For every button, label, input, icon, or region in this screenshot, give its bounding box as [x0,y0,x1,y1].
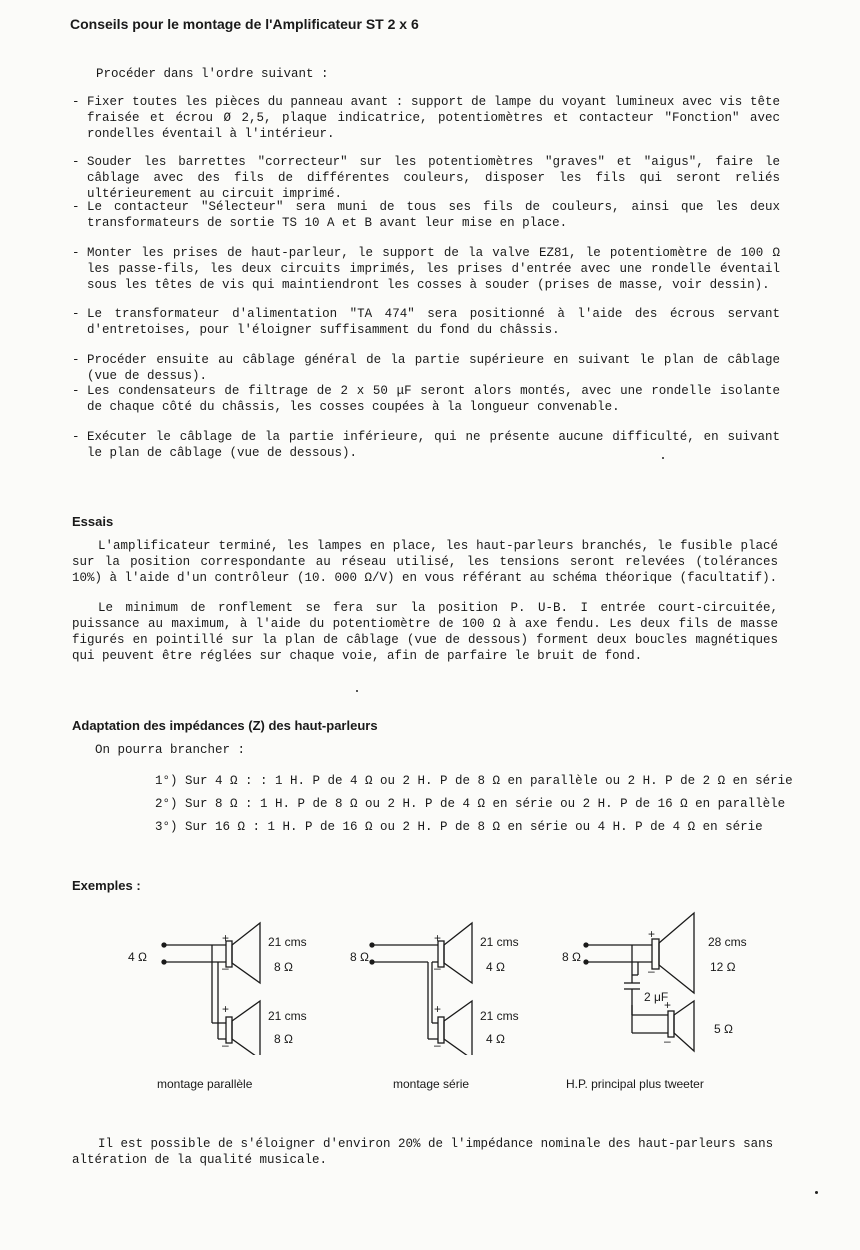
diagram-caption: montage parallèle [157,1077,253,1091]
step-text: Le transformateur d'alimentation "TA 474" sera positionné à l'aide des écrous servant d'entretoises, pour l'éloigner suffisamment du fond du châssis. [87,307,780,337]
speaker-impedance: 5 Ω [714,1022,733,1036]
minus-sign: – [648,964,655,978]
input-impedance-label: 4 Ω [128,950,147,964]
plus-sign: + [222,931,230,945]
speaker-size: 28 cms [708,935,747,949]
diagram-tweeter [562,913,747,1051]
step-text: Procéder ensuite au câblage général de la partie supérieure en suivant le plan de câblage (vue de dessus). [87,353,780,383]
scan-speck [356,690,358,692]
list-item: - Les condensateurs de filtrage de 2 x 50 μF seront alors montés, avec une rondelle isolante de chaque côté du châssis, les cosses coupées à la longueur convenable. [72,384,780,414]
plus-sign: + [434,931,442,945]
adaptation-line: 2°) Sur 8 Ω : 1 H. P de 8 Ω ou 2 H. P de 4 Ω en série ou 2 H. P de 16 Ω en parallèle [155,797,786,811]
speaker-size: 21 cms [268,935,307,949]
diagram-caption: H.P. principal plus tweeter [566,1077,704,1091]
page-title: Conseils pour le montage de l'Amplificateur ST 2 x 6 [70,16,419,32]
intro-text: Procéder dans l'ordre suivant : [96,67,329,81]
step-text: Fixer toutes les pièces du panneau avant : support de lampe du voyant lumineux avec vis tête fraisée et écrou Ø 2,5, plaque indicatrice, potentiomètres et contacteur "Fonction" avec rondelles éventail à l'intérieur. [87,95,780,141]
wiring-diagrams [110,905,790,1055]
speaker-impedance: 4 Ω [486,960,505,974]
adaptation-line: 3°) Sur 16 Ω : 1 H. P de 16 Ω ou 2 H. P de 8 Ω en série ou 4 H. P de 4 Ω en série [155,820,763,834]
minus-sign: – [664,1034,671,1048]
scan-speck [662,457,664,459]
speaker-impedance: 12 Ω [710,960,736,974]
exemples-heading: Exemples : [72,878,141,893]
plus-sign: + [664,998,672,1012]
scan-speck [815,1191,818,1194]
step-text: Monter les prises de haut-parleur, le support de la valve EZ81, le potentiomètre de 100 Ω les passe-fils, les deux circuits imprimés, les prises d'entrée avec une rondelle éventail sous les têtes de vis qui maintiendront les cosses à souder (prises de masse, voir dessin). [87,246,780,292]
minus-sign: – [434,1038,441,1052]
adaptation-lead: On pourra brancher : [95,743,246,757]
plus-sign: + [434,1002,442,1016]
speaker-impedance: 4 Ω [486,1032,505,1046]
list-item: - Exécuter le câblage de la partie inférieure, qui ne présente aucune difficulté, en suivant le plan de câblage (vue de dessous). [72,430,780,460]
step-text: Souder les barrettes "correcteur" sur les potentiomètres "graves" et "aigus", faire le câblage avec des fils de différentes couleurs, disposer les fils qui seront reliés ultérieurement au circuit imprimé. [87,155,780,201]
list-item: - Le contacteur "Sélecteur" sera muni de tous ses fils de couleurs, ainsi que les deux transformateurs de sortie TS 10 A et B avant leur mise en place. [72,200,780,230]
diagram-caption: montage série [393,1077,470,1091]
minus-sign: – [222,1038,229,1052]
minus-sign: – [222,961,229,975]
input-impedance-label: 8 Ω [350,950,369,964]
plus-sign: + [222,1002,230,1016]
speaker-size: 21 cms [480,935,519,949]
capacitor-label: 2 μF [644,990,669,1004]
adaptation-heading: Adaptation des impédances (Z) des haut-parleurs [72,718,378,733]
speaker-size: 21 cms [480,1009,519,1023]
diagram-series [350,923,519,1055]
diagram-parallel [128,923,307,1055]
list-item: - Fixer toutes les pièces du panneau avant : support de lampe du voyant lumineux avec vis tête fraisée et écrou Ø 2,5, plaque indicatrice, potentiomètres et contacteur "Fonction" avec rondelles éventail à l'intérieur. [72,95,780,141]
essais-paragraph-2: Le minimum de ronflement se fera sur la position P. U-B. I entrée court-circuitée, puissance au maximum, à l'aide du potentiomètre de 100 Ω à axe fendu. Les deux fils de masse figurés en pointillé sur la plan de câblage (vue de dessous) forment deux boucles magnétiques qui peuvent être réglées sur chaque voie, afin de parfaire le bruit de fond. [72,601,778,663]
essais-heading: Essais [72,514,114,529]
input-impedance-label: 8 Ω [562,950,581,964]
step-text: Exécuter le câblage de la partie inférieure, qui ne présente aucune difficulté, en suivant le plan de câblage (vue de dessous). [87,430,780,460]
step-text: Le contacteur "Sélecteur" sera muni de tous ses fils de couleurs, ainsi que les deux transformateurs de sortie TS 10 A et B avant leur mise en place. [87,200,780,230]
list-item: - Souder les barrettes "correcteur" sur les potentiomètres "graves" et "aigus", faire le câblage avec des fils de différentes couleurs, disposer les fils qui seront reliés ultérieurement au circuit imprimé. [72,155,780,201]
essais-paragraph-1: L'amplificateur terminé, les lampes en place, les haut-parleurs branchés, le fusible placé sur la position correspondante au réseau utilisé, les tensions seront relevées (tolérances 10%) à l'aide d'un contrôleur (10. 000 Ω/V) en vous référant au schéma théorique (facultatif). [72,539,778,585]
step-text: Les condensateurs de filtrage de 2 x 50 μF seront alors montés, avec une rondelle isolante de chaque côté du châssis, les cosses coupées à la longueur convenable. [87,384,780,414]
list-item: - Monter les prises de haut-parleur, le support de la valve EZ81, le potentiomètre de 100 Ω les passe-fils, les deux circuits imprimés, les prises d'entrée avec une rondelle éventail sous les têtes de vis qui maintiendront les cosses à souder (prises de masse, voir dessin). [72,246,780,292]
footer-paragraph: Il est possible de s'éloigner d'environ 20% de l'impédance nominale des haut-parleurs sans altération de la qualité musicale. [72,1137,774,1167]
list-item: - Le transformateur d'alimentation "TA 474" sera positionné à l'aide des écrous servant d'entretoises, pour l'éloigner suffisamment du fond du châssis. [72,307,780,337]
speaker-size: 21 cms [268,1009,307,1023]
speaker-impedance: 8 Ω [274,1032,293,1046]
adaptation-line: 1°) Sur 4 Ω : : 1 H. P de 4 Ω ou 2 H. P de 8 Ω en parallèle ou 2 H. P de 2 Ω en série [155,774,793,788]
speaker-impedance: 8 Ω [274,960,293,974]
list-item: - Procéder ensuite au câblage général de la partie supérieure en suivant le plan de câblage (vue de dessus). [72,353,780,383]
minus-sign: – [434,961,441,975]
plus-sign: + [648,927,656,941]
